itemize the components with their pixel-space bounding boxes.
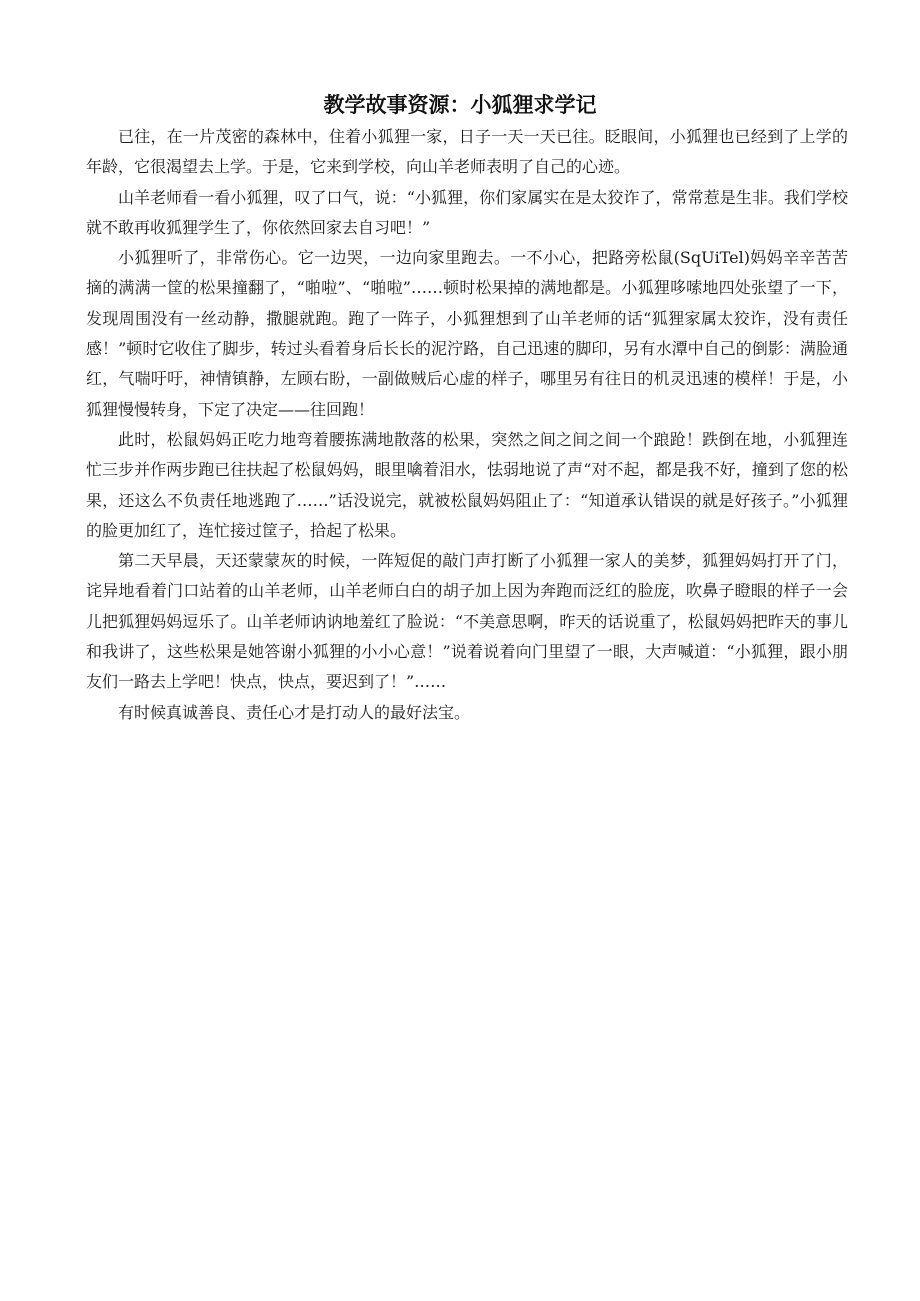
document-body	[86, 122, 848, 728]
paragraph-6: 有时候真诚善良、责任心才是打动人的最好法宝。	[118, 702, 471, 722]
document-title: 教学故事资源：小狐狸求学记	[323, 93, 597, 117]
paragraph-4: 此时，松鼠妈妈正吃力地弯着腰拣满地散落的松果，突然之间之间之间一个踉跄！跌倒在地，小狐狸连忙三步并作两步跑已往扶起了松鼠妈妈，眼里噙着泪水，怯弱地说了声“对不起，都是我不好，撞到了您的松果，还这么不负责任地逃跑了……”话没说完，就被松鼠妈妈阻止了：“知道承认错误的就是好孩子。”小狐狸的脸更加红了，连忙接过筐子，拾起了松果。	[86, 429, 848, 540]
paragraph-2: 山羊老师看一看小狐狸，叹了口气，说：“小狐狸，你们家属实在是太狡诈了，常常惹是生非。我们学校就不敢再收狐狸学生了，你依然回家去自习吧！”	[86, 187, 848, 237]
paragraph-5: 第二天早晨，天还蒙蒙灰的时候，一阵短促的敲门声打断了小狐狸一家人的美梦，狐狸妈妈打开了门，诧异地看着门口站着的山羊老师，山羊老师白白的胡子加上因为奔跑而泛红的脸庞，吹鼻子瞪眼的样子一会儿把狐狸妈妈逗乐了。山羊老师讷讷地羞红了脸说：“不美意思啊，昨天的话说重了，松鼠妈妈把昨天的事儿和我讲了，这些松果是她答谢小狐狸的小小心意！”说着说着向门里望了一眼，大声喊道：“小狐狸，跟小朋友们一路去上学吧！快点，快点，要迟到了！”……	[86, 551, 848, 692]
paragraph-3: 小狐狸听了，非常伤心。它一边哭，一边向家里跑去。一不小心，把路旁松鼠(SqUiTel)妈妈辛辛苦苦摘的满满一筐的松果撞翻了，“啪啦”、“啪啦”……顿时松果掉的满地都是。小狐狸哆嗦地四处张望了一下，发现周围没有一丝动静，撒腿就跑。跑了一阵子，小狐狸想到了山羊老师的话“狐狸家属太狡诈，没有责任感！”顿时它收住了脚步，转过头看着身后长长的泥泞路，自己迅速的脚印，另有水潭中自己的倒影：满脸通红，气喘吁吁，神情镇静，左顾右盼，一副做贼后心虚的样子，哪里另有往日的机灵迅速的模样！于是，小狐狸慢慢转身，下定了决定——往回跑！	[86, 248, 848, 419]
paragraph-1: 已往，在一片茂密的森林中，住着小狐狸一家，日子一天一天已往。眨眼间，小狐狸也已经到了上学的年龄，它很渴望去上学。于是，它来到学校，向山羊老师表明了自己的心迹。	[86, 127, 848, 177]
